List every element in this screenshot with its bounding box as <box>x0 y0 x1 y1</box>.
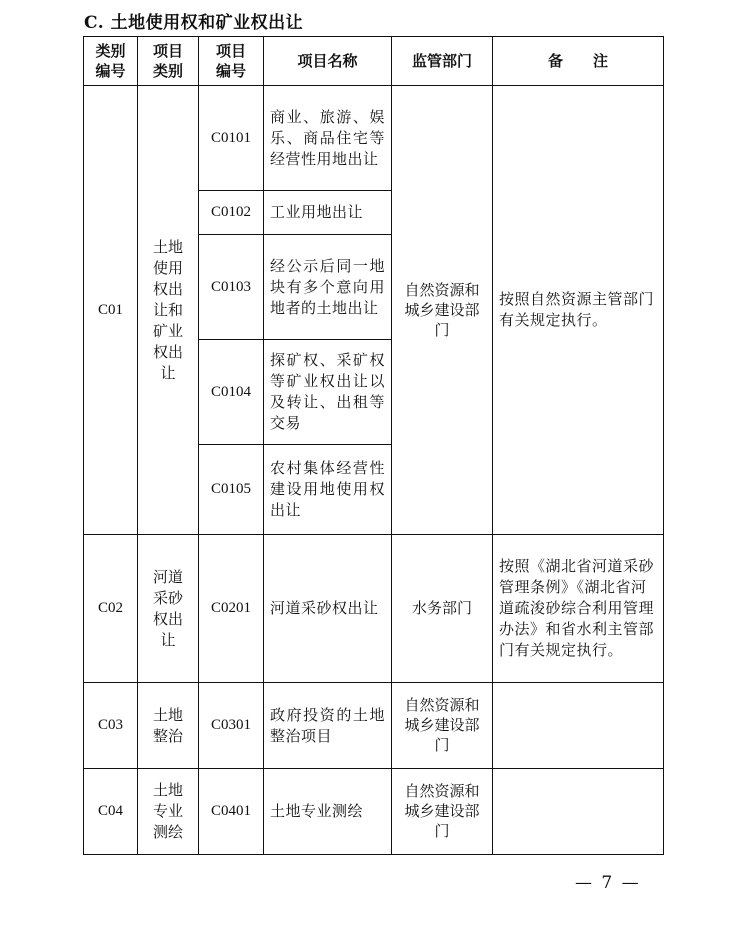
group-category: 河道采砂权出让 <box>138 535 199 683</box>
group-category: 土地整治 <box>138 683 199 769</box>
group-category: 土地使用权出让和矿业权出让 <box>138 86 199 535</box>
group-dept: 水务部门 <box>392 535 493 683</box>
item-code: C0104 <box>199 340 264 445</box>
item-name: 河道采砂权出让 <box>264 535 392 683</box>
group-dept: 自然资源和城乡建设部门 <box>392 86 493 535</box>
group-code: C01 <box>84 86 138 535</box>
item-name: 土地专业测绘 <box>264 769 392 855</box>
header-dept: 监管部门 <box>392 37 493 86</box>
header-item-category: 项目 类别 <box>138 37 199 86</box>
page-number: — 7 — <box>575 873 641 893</box>
item-name: 农村集体经营性建设用地使用权出让 <box>264 445 392 535</box>
group-code: C03 <box>84 683 138 769</box>
group-remarks <box>493 769 664 855</box>
group-dept: 自然资源和城乡建设部门 <box>392 683 493 769</box>
section-title: C. 土地使用权和矿业权出让 <box>84 13 304 33</box>
group-code: C04 <box>84 769 138 855</box>
header-item-name: 项目名称 <box>264 37 392 86</box>
table-header-row <box>84 37 664 86</box>
item-name: 工业用地出让 <box>264 191 392 235</box>
header-remarks: 备 注 <box>493 37 664 86</box>
group-remarks: 按照自然资源主管部门有关规定执行。 <box>493 86 664 535</box>
table-row <box>84 683 664 769</box>
item-code: C0103 <box>199 235 264 340</box>
table-row <box>84 535 664 683</box>
group-dept: 自然资源和城乡建设部门 <box>392 769 493 855</box>
item-code: C0401 <box>199 769 264 855</box>
project-table <box>83 36 664 855</box>
group-category: 土地专业测绘 <box>138 769 199 855</box>
item-name: 商业、旅游、娱乐、商品住宅等经营性用地出让 <box>264 86 392 191</box>
item-code: C0102 <box>199 191 264 235</box>
group-code: C02 <box>84 535 138 683</box>
group-remarks: 按照《湖北省河道采砂管理条例》《湖北省河道疏浚砂综合利用管理办法》和省水利主管部门有关规定执行。 <box>493 535 664 683</box>
header-item-code: 项目 编号 <box>199 37 264 86</box>
item-code: C0301 <box>199 683 264 769</box>
item-code: C0105 <box>199 445 264 535</box>
table-row <box>84 86 664 191</box>
item-code: C0101 <box>199 86 264 191</box>
item-name: 探矿权、采矿权等矿业权出让以及转让、出租等交易 <box>264 340 392 445</box>
group-remarks <box>493 683 664 769</box>
item-code: C0201 <box>199 535 264 683</box>
item-name: 经公示后同一地块有多个意向用地者的土地出让 <box>264 235 392 340</box>
item-name: 政府投资的土地整治项目 <box>264 683 392 769</box>
table-row <box>84 769 664 855</box>
header-category-code: 类别 编号 <box>84 37 138 86</box>
